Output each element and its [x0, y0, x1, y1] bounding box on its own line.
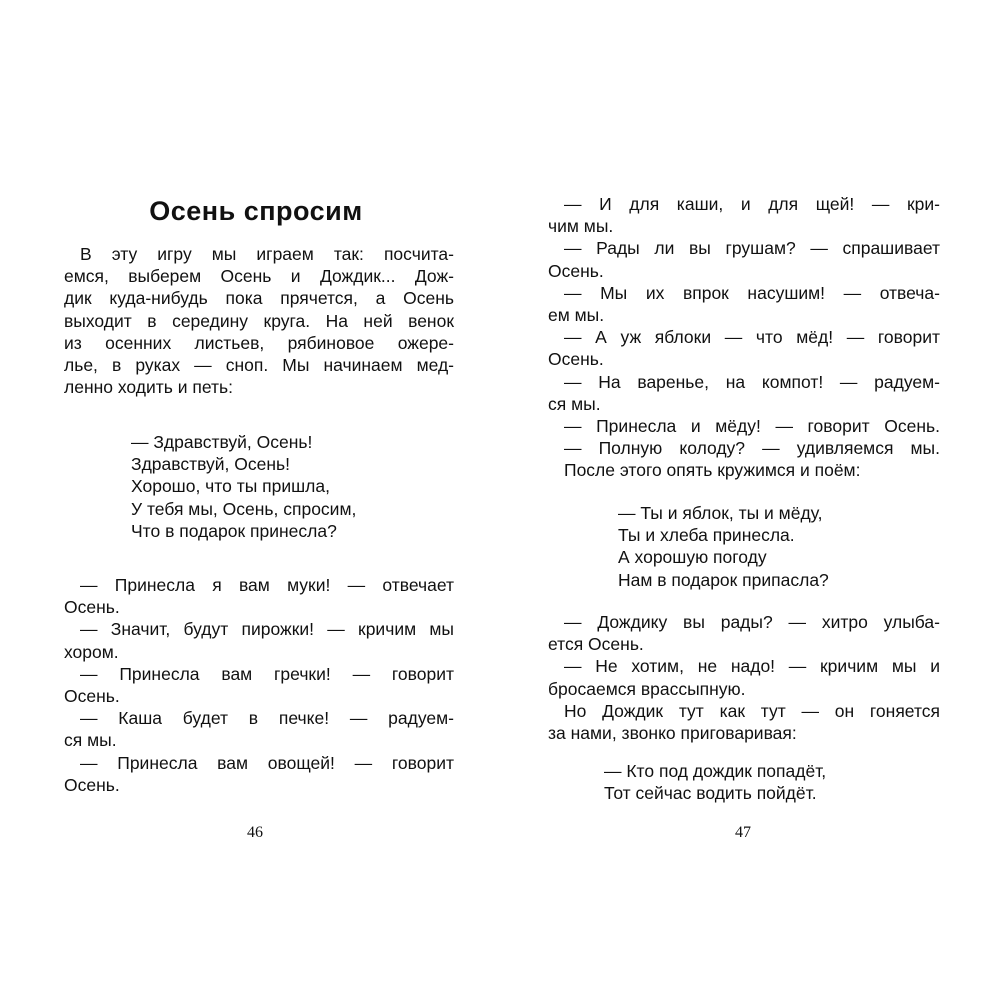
- text-line: лье, в руках — сноп. Мы начинаем мед-: [64, 354, 454, 375]
- poem-line: Тот сейчас водить пойдёт.: [604, 783, 817, 804]
- text-line: бросаемся врассыпную.: [548, 678, 746, 699]
- text-line: — Принесла вам овощей! — говорит: [80, 752, 454, 773]
- text-line: — Принесла вам гречки! — говорит: [80, 663, 454, 684]
- poem-line: У тебя мы, Осень, спросим,: [131, 498, 357, 519]
- text-line: — Принесла я вам муки! — отвечает: [80, 575, 454, 595]
- text-line: дик куда-нибудь пока прячется, а Осень: [64, 288, 454, 309]
- text-line: — И для каши, и для щей! — кри-: [564, 194, 940, 214]
- text-line: — Каша будет в печке! — радуем-: [80, 708, 454, 729]
- page-title: Осень спросим: [149, 196, 363, 226]
- text-line: — Дождику вы рады? — хитро улыба-: [564, 612, 940, 632]
- text-line: — На варенье, на компот! — радуем-: [564, 371, 940, 392]
- poem-line: — Кто под дождик попадёт,: [604, 761, 827, 781]
- text-line: — Принесла и мёду! — говорит Осень.: [564, 415, 940, 436]
- poem-stanza: [618, 502, 918, 591]
- poem-line: Здравствуй, Осень!: [131, 454, 291, 475]
- poem-line: — Ты и яблок, ты и мёду,: [618, 503, 823, 523]
- page-number: 46: [247, 824, 263, 841]
- text-line: Осень.: [64, 774, 120, 795]
- poem-line: Что в подарок принесла?: [131, 520, 337, 541]
- text-line: — А уж яблоки — что мёд! — говорит: [564, 327, 940, 348]
- text-line: В эту игру мы играем так: посчита-: [80, 244, 454, 264]
- text-line: — Не хотим, не надо! — кричим мы и: [564, 656, 940, 677]
- intro-paragraph: [64, 243, 454, 398]
- text-line: ется Осень.: [548, 634, 644, 655]
- page-number: 47: [735, 824, 751, 841]
- text-line: — Рады ли вы грушам? — спрашивает: [564, 238, 940, 259]
- dialogue-paragraph-2: [548, 611, 940, 744]
- text-line: ленно ходить и петь:: [64, 377, 234, 398]
- text-line: — Значит, будут пирожки! — кричим мы: [80, 619, 454, 640]
- text-line: — Мы их впрок насушим! — отвеча-: [564, 282, 940, 303]
- text-line: за нами, звонко приговаривая:: [548, 722, 797, 743]
- right-page: [500, 0, 1000, 1000]
- text-line: Осень.: [64, 597, 120, 618]
- text-line: После этого опять кружимся и поём:: [564, 460, 861, 481]
- text-line: выходит в середину круга. На ней венок: [64, 310, 454, 331]
- text-line: чим мы.: [548, 216, 614, 237]
- text-line: ся мы.: [548, 393, 601, 414]
- dialogue-paragraph: [548, 193, 940, 481]
- text-line: Но Дождик тут как тут — он гоняется: [564, 700, 940, 721]
- text-line: Осень.: [548, 349, 604, 370]
- poem-line: Ты и хлеба принесла.: [618, 525, 795, 546]
- text-line: хором.: [64, 641, 119, 662]
- text-line: ем мы.: [548, 304, 605, 325]
- poem-line: — Здравствуй, Осень!: [131, 432, 313, 452]
- text-line: Осень.: [548, 260, 604, 281]
- text-line: ся мы.: [64, 730, 117, 751]
- poem-stanza-2: [604, 760, 904, 804]
- text-line: из осенних листьев, рябиновое ожере-: [64, 332, 454, 353]
- text-line: — Полную колоду? — удивляемся мы.: [564, 438, 940, 459]
- poem-line: Хорошо, что ты пришла,: [131, 476, 330, 497]
- text-line: Осень.: [64, 685, 120, 706]
- dialogue-paragraph: [64, 574, 454, 796]
- text-line: емся, выберем Осень и Дождик... Дож-: [64, 266, 454, 287]
- poem-line: Нам в подарок припасла?: [618, 569, 829, 590]
- poem-stanza: [131, 431, 431, 542]
- poem-line: А хорошую погоду: [618, 547, 767, 568]
